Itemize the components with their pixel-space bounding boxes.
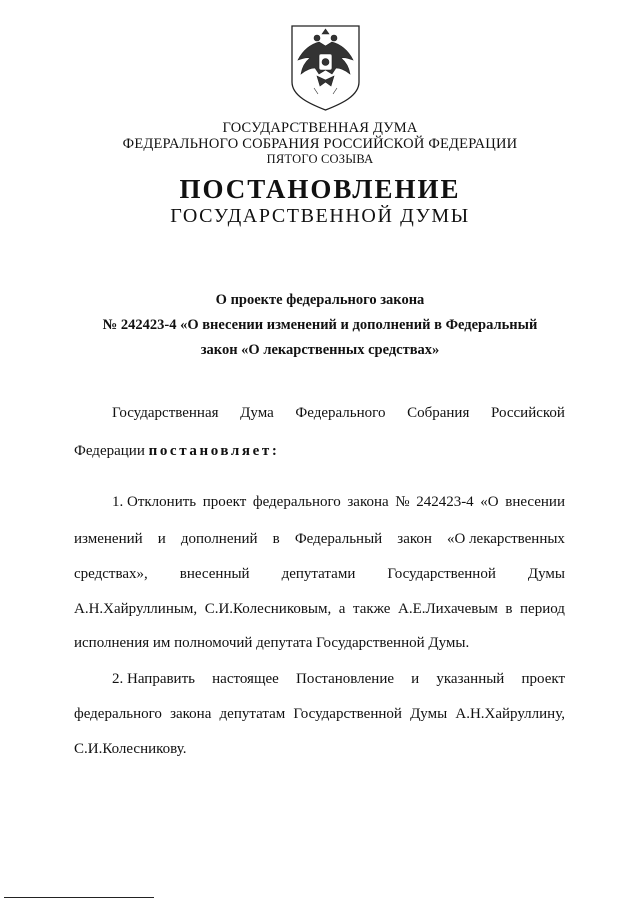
word: «О лекарственных bbox=[446, 531, 565, 547]
paragraph-1-line-5: исполнения им полномочий депутата Государственной Думы. bbox=[74, 635, 470, 651]
word: указанный bbox=[436, 671, 505, 687]
word: настоящее bbox=[212, 671, 279, 687]
word: Государственной bbox=[293, 706, 402, 722]
russian-coat-of-arms-icon bbox=[289, 24, 362, 112]
subject-line-2: № 242423-4 «О внесении изменений и дополнений в Федеральный bbox=[102, 317, 538, 333]
paragraph-2-line-1 bbox=[112, 670, 565, 688]
word: А.Н.Хайруллиным, bbox=[74, 601, 198, 617]
convocation: ПЯТОГО СОЗЫВА bbox=[266, 152, 374, 166]
word: Думы bbox=[410, 706, 448, 722]
footer-rule bbox=[4, 897, 154, 898]
word: федерального bbox=[252, 494, 341, 510]
word: А.Н.Хайруллину, bbox=[455, 706, 565, 722]
word: С.И.Колесниковым, bbox=[204, 601, 332, 617]
word: период bbox=[520, 601, 565, 617]
organization-federal-assembly: ФЕДЕРАЛЬНОГО СОБРАНИЯ РОССИЙСКОЙ ФЕДЕРАЦИИ bbox=[122, 136, 518, 152]
word: А.Е.Лихачевым bbox=[397, 601, 498, 617]
word: закона bbox=[347, 494, 389, 510]
word: Государственной bbox=[387, 566, 496, 582]
word: закона bbox=[170, 706, 212, 722]
word: Государственная bbox=[112, 405, 219, 421]
word: 2. Направить bbox=[112, 671, 195, 687]
word: и bbox=[157, 531, 166, 547]
word: № bbox=[395, 494, 410, 510]
paragraph-1-line-3 bbox=[74, 565, 565, 583]
word: Постановление bbox=[295, 671, 395, 687]
word: «О bbox=[480, 494, 499, 510]
word: Федерации bbox=[74, 443, 145, 459]
word: Федеральный bbox=[294, 531, 383, 547]
word: Федерального bbox=[295, 405, 386, 421]
word: внесенный bbox=[179, 566, 250, 582]
word: в bbox=[505, 601, 513, 617]
paragraph-1-line-4 bbox=[74, 600, 565, 618]
intro-line-1 bbox=[112, 404, 565, 422]
word: средствах», bbox=[74, 566, 148, 582]
resolution-verb: постановляет: bbox=[148, 443, 280, 459]
word: в bbox=[272, 531, 280, 547]
word: депутатам bbox=[219, 706, 286, 722]
document-subtitle: ГОСУДАРСТВЕННОЙ ДУМЫ bbox=[170, 205, 470, 227]
word: депутатами bbox=[281, 566, 356, 582]
word: внесении bbox=[505, 494, 565, 510]
word: 242423-4 bbox=[416, 494, 474, 510]
subject-line-1: О проекте федерального закона bbox=[215, 292, 425, 308]
word: Собрания bbox=[407, 405, 470, 421]
word: изменений bbox=[74, 531, 143, 547]
word: закон bbox=[397, 531, 432, 547]
word: и bbox=[411, 671, 420, 687]
word: проект bbox=[202, 494, 247, 510]
paragraph-1-line-1 bbox=[112, 493, 565, 511]
paragraph-2-line-3: С.И.Колесникову. bbox=[74, 741, 187, 757]
word: федерального bbox=[74, 706, 162, 722]
subject-line-3: закон «О лекарственных средствах» bbox=[200, 342, 440, 358]
document-title: ПОСТАНОВЛЕНИЕ bbox=[179, 174, 461, 204]
word: Думы bbox=[527, 566, 565, 582]
word: дополнений bbox=[180, 531, 258, 547]
word: Российской bbox=[491, 405, 565, 421]
paragraph-2-line-2 bbox=[74, 705, 565, 723]
organization-name: ГОСУДАРСТВЕННАЯ ДУМА bbox=[222, 120, 418, 136]
intro-line-2 bbox=[74, 442, 279, 460]
word: проект bbox=[521, 671, 565, 687]
word: Дума bbox=[240, 405, 274, 421]
word: также bbox=[352, 601, 391, 617]
word: 1. Отклонить bbox=[112, 494, 197, 510]
word: а bbox=[338, 601, 346, 617]
paragraph-1-line-2 bbox=[74, 530, 565, 548]
